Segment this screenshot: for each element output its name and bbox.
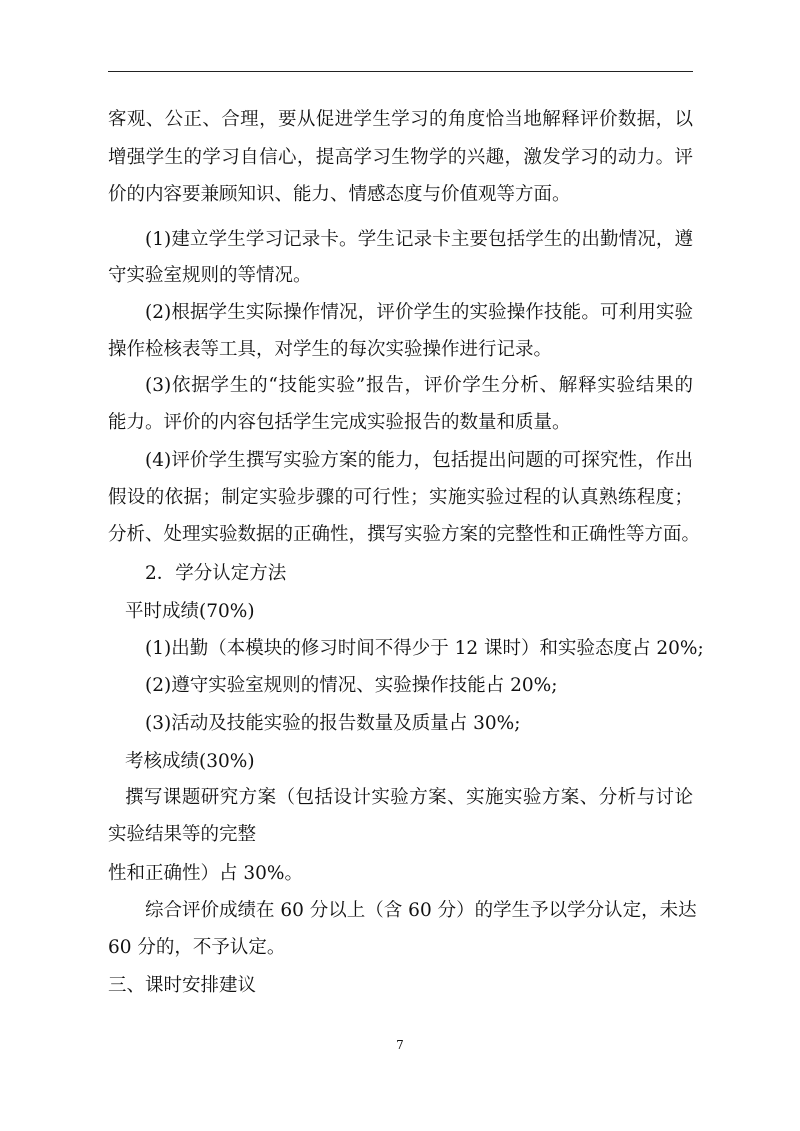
body-text-line: 操作检核表等工具，对学生的每次实验操作进行记录。 <box>108 339 553 360</box>
subheading-exam-score: 考核成绩(30%) <box>125 751 255 772</box>
body-text-line: 价的内容要兼顾知识、能力、情感态度与价值观等方面。 <box>108 184 571 205</box>
body-text-line: 分析、处理实验数据的正确性，撰写实验方案的完整性和正确性等方面。 <box>108 524 701 545</box>
page-number: 7 <box>396 1038 404 1052</box>
body-text-line: 60 分的，不予认定。 <box>108 937 286 958</box>
body-text-line: 能力。评价的内容包括学生完成实验报告的数量和质量。 <box>108 412 571 433</box>
body-text-line: 实验结果等的完整 <box>108 824 257 845</box>
list-item-text: (1)建立学生学习记录卡。学生记录卡主要包括学生的出勤情况，遵 <box>145 229 693 250</box>
header-rule <box>108 71 693 72</box>
body-text-line: 性和正确性）占 30%。 <box>108 863 304 884</box>
list-item-text: (3)活动及技能实验的报告数量及质量占 30%; <box>145 713 521 734</box>
list-item-text: (4)评价学生撰写实验方案的能力，包括提出问题的可探究性，作出 <box>145 450 693 471</box>
section-heading: 三、课时安排建议 <box>108 975 257 996</box>
list-item-text: (1)出勤（本模块的修习时间不得少于 12 课时）和实验态度占 20%; <box>145 638 704 659</box>
section-heading: 2．学分认定方法 <box>145 563 287 584</box>
list-item-text: (2)遵守实验室规则的情况、实验操作技能占 20%; <box>145 675 558 696</box>
body-text-line: 撰写课题研究方案（包括设计实验方案、实施实验方案、分析与讨论 <box>125 787 693 808</box>
body-text-line: 假设的依据；制定实验步骤的可行性；实施实验过程的认真熟练程度； <box>108 487 693 508</box>
list-item-text: (2)根据学生实际操作情况，评价学生的实验操作技能。可利用实验 <box>145 302 693 323</box>
body-text-line: 综合评价成绩在 60 分以上（含 60 分）的学生予以学分认定，未达 <box>145 900 697 921</box>
body-text-line: 增强学生的学习自信心，提高学习生物学的兴趣，激发学习的动力。评 <box>108 147 693 168</box>
body-text-line: 守实验室规则的等情况。 <box>108 265 312 286</box>
subheading-regular-score: 平时成绩(70%) <box>125 601 255 622</box>
list-item-text: (3)依据学生的“技能实验”报告，评价学生分析、解释实验结果的 <box>145 375 693 396</box>
body-text-line: 客观、公正、合理，要从促进学生学习的角度恰当地解释评价数据，以 <box>108 109 693 130</box>
